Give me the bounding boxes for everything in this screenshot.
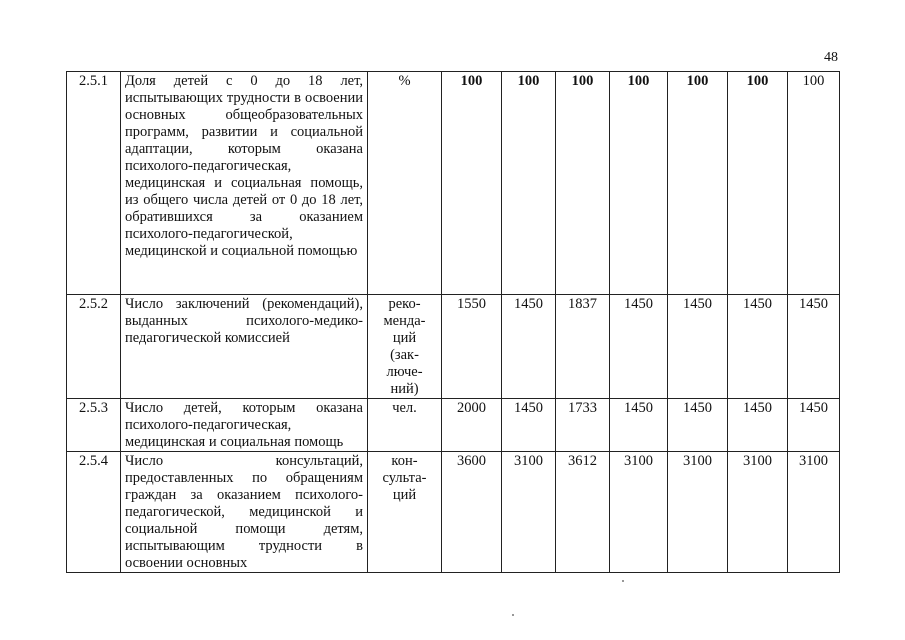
unit-cell: чел. bbox=[368, 399, 442, 452]
indicator-description: Число консультаций, предоставленных по обращениям граждан за оказанием психолого-педагогической, медицинской и социальной помощи детям, испытывающим трудности в освоении основных bbox=[121, 452, 368, 573]
value-cell: 100 bbox=[788, 72, 840, 295]
value-cell: 100 bbox=[668, 72, 728, 295]
value-cell: 1550 bbox=[442, 295, 502, 399]
value-cell: 3100 bbox=[668, 452, 728, 573]
value-cell: 3100 bbox=[788, 452, 840, 573]
value-cell: 3612 bbox=[556, 452, 610, 573]
value-cell: 1450 bbox=[788, 399, 840, 452]
value-cell: 1450 bbox=[728, 295, 788, 399]
value-cell: 1450 bbox=[502, 399, 556, 452]
row-number: 2.5.3 bbox=[67, 399, 121, 452]
value-cell: 1837 bbox=[556, 295, 610, 399]
table-row bbox=[67, 72, 840, 295]
scan-speck bbox=[622, 580, 624, 582]
value-cell: 3600 bbox=[442, 452, 502, 573]
value-cell: 100 bbox=[728, 72, 788, 295]
value-cell: 100 bbox=[442, 72, 502, 295]
indicators-table bbox=[66, 71, 840, 573]
indicator-description: Число детей, которым оказана психолого-педагогическая, медицинская и социальная помощь bbox=[121, 399, 368, 452]
table-row bbox=[67, 295, 840, 399]
indicator-description: Доля детей с 0 до 18 лет, испытывающих трудности в освоении основных общеобразовательных программ, развитии и социальной адаптации, которым оказана психолого-педагогическая, медицинская и социальная помощь, из общего числа детей от 0 до 18 лет, обратившихся за оказанием психолого-педагогической, медицинской и социальной помощью bbox=[121, 72, 368, 295]
value-cell: 3100 bbox=[610, 452, 668, 573]
row-number: 2.5.1 bbox=[67, 72, 121, 295]
value-cell: 100 bbox=[610, 72, 668, 295]
unit-cell: кон-сульта-ций bbox=[368, 452, 442, 573]
value-cell: 100 bbox=[502, 72, 556, 295]
row-number: 2.5.2 bbox=[67, 295, 121, 399]
row-number: 2.5.4 bbox=[67, 452, 121, 573]
value-cell: 1450 bbox=[610, 399, 668, 452]
unit-cell: реко-менда-ций (зак-люче-ний) bbox=[368, 295, 442, 399]
value-cell: 3100 bbox=[728, 452, 788, 573]
value-cell: 1733 bbox=[556, 399, 610, 452]
table-row bbox=[67, 452, 840, 573]
value-cell: 100 bbox=[556, 72, 610, 295]
indicator-description: Число заключений (рекомендаций), выданных психолого-медико-педагогической комиссией bbox=[121, 295, 368, 399]
table-row bbox=[67, 399, 840, 452]
value-cell: 1450 bbox=[502, 295, 556, 399]
scan-speck bbox=[512, 614, 514, 616]
page-number: 48 bbox=[824, 50, 838, 65]
value-cell: 1450 bbox=[668, 399, 728, 452]
value-cell: 1450 bbox=[610, 295, 668, 399]
value-cell: 1450 bbox=[788, 295, 840, 399]
value-cell: 1450 bbox=[668, 295, 728, 399]
value-cell: 2000 bbox=[442, 399, 502, 452]
value-cell: 3100 bbox=[502, 452, 556, 573]
value-cell: 1450 bbox=[728, 399, 788, 452]
unit-cell: % bbox=[368, 72, 442, 295]
